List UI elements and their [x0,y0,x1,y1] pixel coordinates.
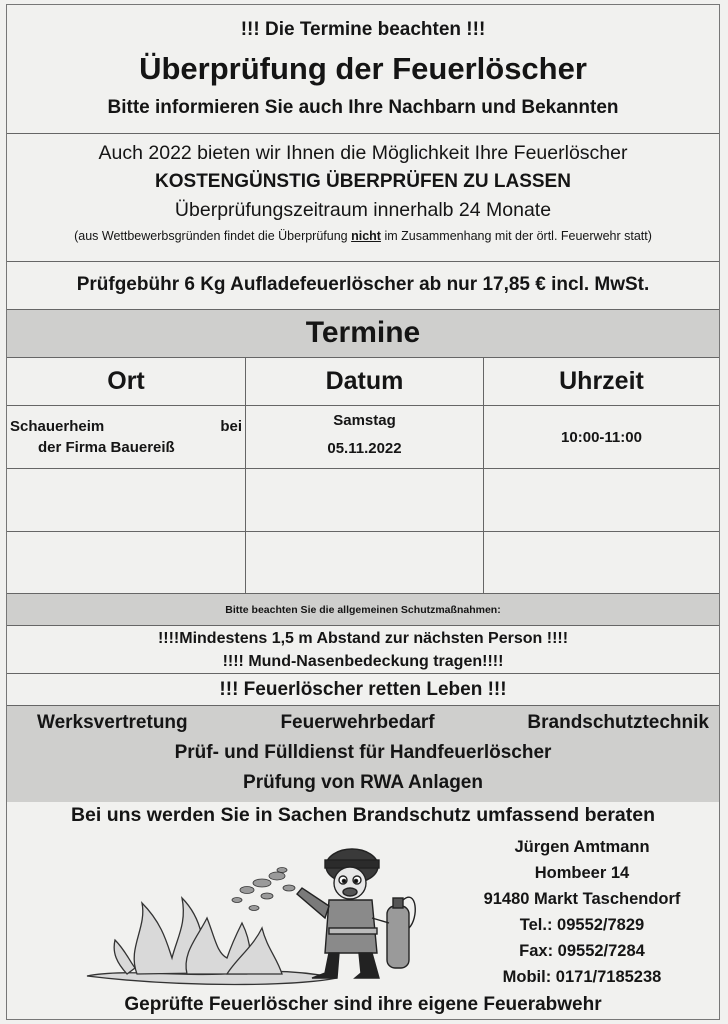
contact-tel: Tel.: 09552/7829 [519,916,645,934]
fee-section [7,262,719,310]
table-cell-empty [246,469,484,532]
ort-company: der Firma Bauereiß [38,439,175,456]
safety-section [7,626,719,674]
note-text: Bitte beachten Sie die allgemeinen Schutzmaßnahmen: [225,604,501,616]
page-title: Überprüfung der Feuerlöscher [139,51,587,86]
notice-text: !!! Die Termine beachten !!! [240,19,486,40]
safety-line1: !!!!Mindestens 1,5 m Abstand zur nächsten Person !!!! [157,630,569,647]
note-section [7,594,719,626]
column-header-ort: Ort [7,358,246,406]
mascot-icon [297,849,415,978]
datum-date: 05.11.2022 [327,440,402,457]
contact-fax: Fax: 09552/7284 [519,942,645,960]
flame-icon [87,898,337,985]
save-lives-section [7,674,719,706]
contact-mobil: Mobil: 0171/7185238 [502,968,662,986]
datum-weekday: Samstag [333,412,396,429]
table-cell-empty [7,469,246,532]
offer-line3: Überprüfungszeitraum innerhalb 24 Monate [174,199,552,221]
table-cell-ort [7,406,246,469]
services-line2: Prüf- und Fülldienst für Handfeuerlöscher [174,742,552,763]
disclaimer-pre: (aus Wettbewerbsgründen findet die Überprüfung [74,229,352,243]
safety-line2: !!!! Mund-Nasenbedeckung tragen!!!! [222,653,504,670]
disclaimer-emphasis: nicht [351,229,381,243]
termine-title: Termine [305,316,421,349]
table-cell-empty [484,469,719,532]
table-cell-empty [484,532,719,594]
contact-block [457,834,707,990]
offer-disclaimer [7,229,719,243]
header-section [7,5,719,134]
contact-street: Hombeer 14 [534,864,630,882]
table-cell-empty [246,532,484,594]
fee-text: Prüfgebühr 6 Kg Aufladefeuerlöscher ab nur 17,85 € incl. MwSt. [76,274,650,295]
header-subtitle: Bitte informieren Sie auch Ihre Nachbarn und Bekannten [107,97,619,118]
contact-city: 91480 Markt Taschendorf [483,890,681,908]
flyer [6,4,720,1020]
service-item: Werksvertretung [37,712,188,733]
offer-line1: Auch 2022 bieten wir Ihnen die Möglichkeit Ihre Feuerlöscher [98,142,628,164]
column-header-datum: Datum [246,358,484,406]
uhrzeit-time: 10:00-11:00 [561,429,642,446]
termine-section [7,310,719,358]
service-item: Brandschutztechnik [527,712,709,733]
firefighter-mascot-illustration [67,828,437,988]
disclaimer-post: im Zusammenhang mit der örtl. Feuerwehr statt) [380,229,652,243]
column-header-uhrzeit: Uhrzeit [484,358,719,406]
contact-section [7,802,719,1019]
contact-name: Jürgen Amtmann [514,838,650,856]
services-line3: Prüfung von RWA Anlagen [243,772,483,793]
services-list [7,712,719,734]
ort-bei: bei [220,418,242,435]
termine-table [7,358,719,594]
offer-section [7,134,719,262]
advice-text: Bei uns werden Sie in Sachen Brandschutz umfassend beraten [70,804,656,826]
ort-place: Schauerheim [10,418,105,435]
save-lives-text: !!! Feuerlöscher retten Leben !!! [219,679,507,700]
footer-text: Geprüfte Feuerlöscher sind ihre eigene Feuerabwehr [124,994,602,1015]
services-section [7,706,719,802]
service-item: Feuerwehrbedarf [280,712,435,733]
table-cell-datum [246,406,484,469]
table-cell-empty [7,532,246,594]
offer-line2: KOSTENGÜNSTIG ÜBERPRÜFEN ZU LASSEN [155,171,571,192]
spray-icon [232,868,295,911]
table-cell-uhrzeit [484,406,719,469]
